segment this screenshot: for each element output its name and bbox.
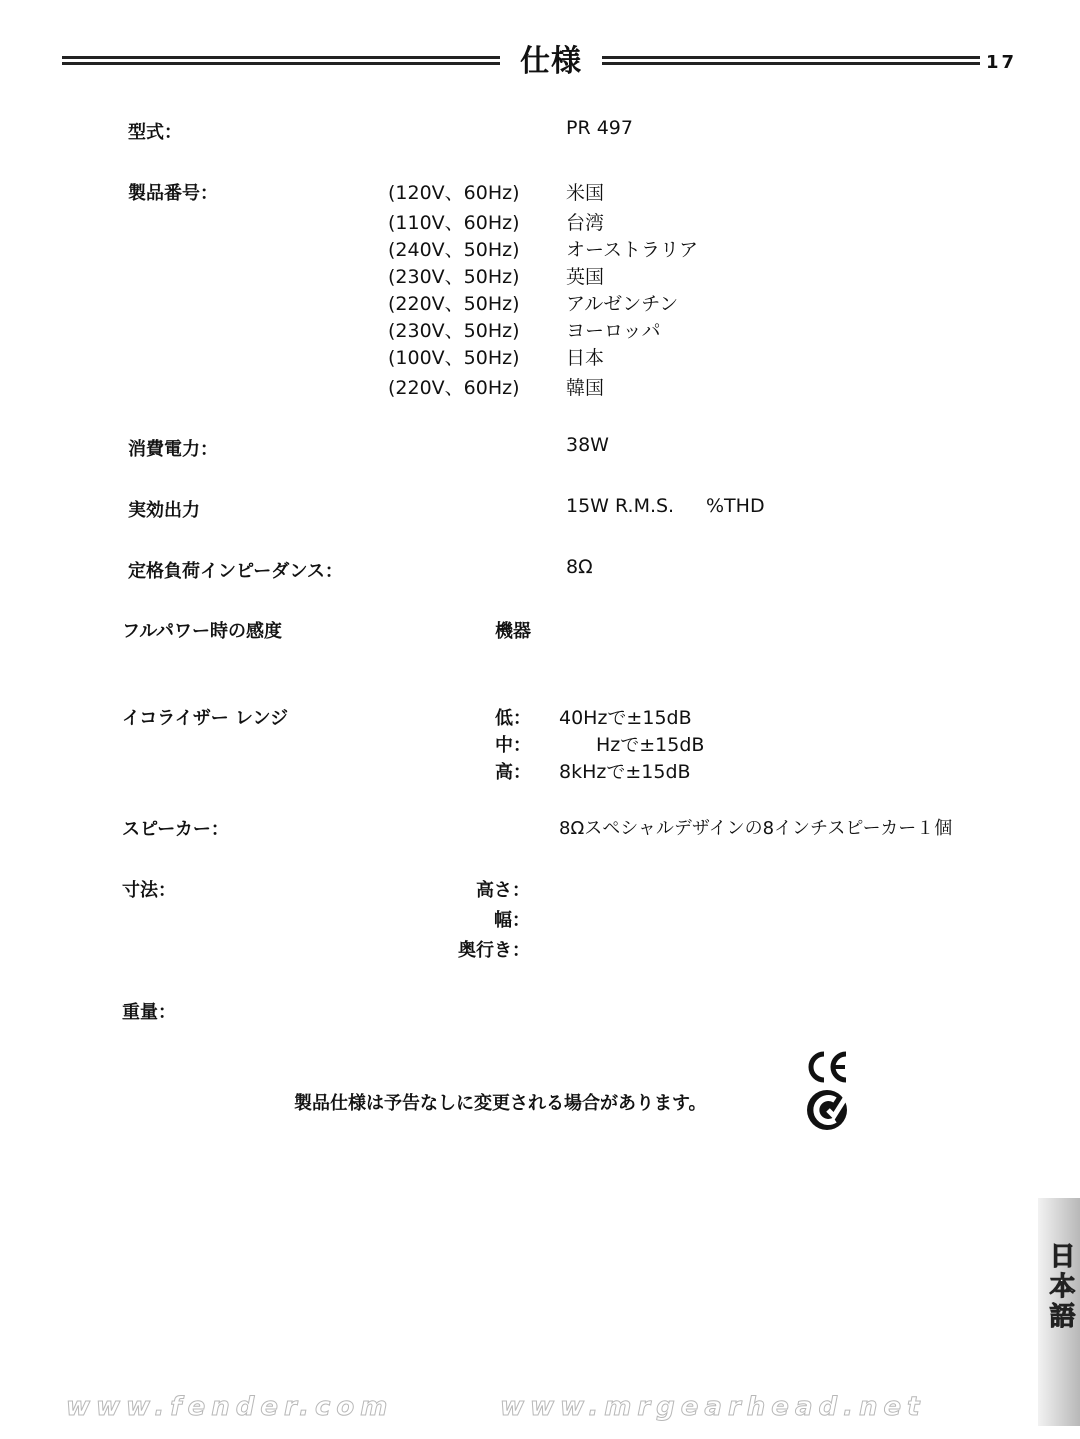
region-row: 英国 <box>566 266 605 288</box>
weight-label: 重量： <box>122 1002 176 1023</box>
region-row: オーストラリア <box>566 239 699 261</box>
language-tab <box>1038 1198 1080 1426</box>
voltage-row: (240V、50Hz) <box>388 239 520 261</box>
voltage-row: (120V、60Hz) <box>388 182 520 204</box>
eq-band-label: 高： <box>495 762 531 783</box>
page-title: 仕様 <box>520 44 582 79</box>
voltage-row: (230V、50Hz) <box>388 320 520 342</box>
eq-band-label: 中： <box>495 735 531 756</box>
region-row: 台湾 <box>566 212 605 234</box>
output-power-value: 15W R.M.S. <box>566 495 675 517</box>
voltage-row: (230V、50Hz) <box>388 266 520 288</box>
power-consumption-label: 消費電力： <box>128 439 218 460</box>
eq-band-value: 40Hzで±15dB <box>559 707 692 729</box>
output-power-label: 実効出力 <box>128 500 200 521</box>
speaker-value: 8Ωスペシャルデザインの8インチスピーカー１個 <box>559 818 953 839</box>
eq-band-label: 低： <box>495 708 531 729</box>
model-value: PR 497 <box>566 117 633 139</box>
voltage-row: (220V、60Hz) <box>388 377 520 399</box>
region-row: 米国 <box>566 182 605 204</box>
dimension-width-label: 幅： <box>494 910 530 931</box>
eq-range-label: イコライザー レンジ <box>122 708 289 729</box>
region-row: 韓国 <box>566 377 605 399</box>
eq-band-value: 8kHzで±15dB <box>559 761 691 783</box>
product-number-label: 製品番号： <box>128 183 218 204</box>
header-rule-right <box>602 56 980 65</box>
output-power-thd: %THD <box>706 495 765 517</box>
region-row: アルゼンチン <box>566 293 679 315</box>
model-label: 型式： <box>128 122 182 143</box>
page-number: 17 <box>986 52 1018 73</box>
voltage-row: (110V、60Hz) <box>388 212 520 234</box>
region-row: ヨーロッパ <box>566 320 661 342</box>
footer-url-right: www.mrgearhead.net <box>500 1392 926 1422</box>
sensitivity-sublabel: 機器 <box>495 621 531 642</box>
speaker-label: スピーカー： <box>122 819 229 840</box>
impedance-label: 定格負荷インピーダンス： <box>128 561 343 582</box>
voltage-row: (100V、50Hz) <box>388 347 520 369</box>
dimension-height-label: 高さ： <box>476 880 530 901</box>
footer-url-left: www.fender.com <box>66 1392 394 1422</box>
voltage-row: (220V、50Hz) <box>388 293 520 315</box>
eq-band-value: Hzで±15dB <box>596 734 705 756</box>
c-tick-mark-icon <box>806 1089 850 1131</box>
power-consumption-value: 38W <box>566 434 609 456</box>
header-rule-left <box>62 56 500 65</box>
dimensions-label: 寸法： <box>122 880 176 901</box>
impedance-value: 8Ω <box>566 556 593 578</box>
sensitivity-label: フルパワー時の感度 <box>122 621 283 642</box>
spec-change-notice: 製品仕様は予告なしに変更される場合があります。 <box>294 1093 707 1114</box>
dimension-depth-label: 奥行き： <box>458 940 530 961</box>
ce-mark-icon <box>804 1050 850 1084</box>
language-tab-label: 日本語 <box>1045 1242 1075 1332</box>
region-row: 日本 <box>566 347 605 369</box>
